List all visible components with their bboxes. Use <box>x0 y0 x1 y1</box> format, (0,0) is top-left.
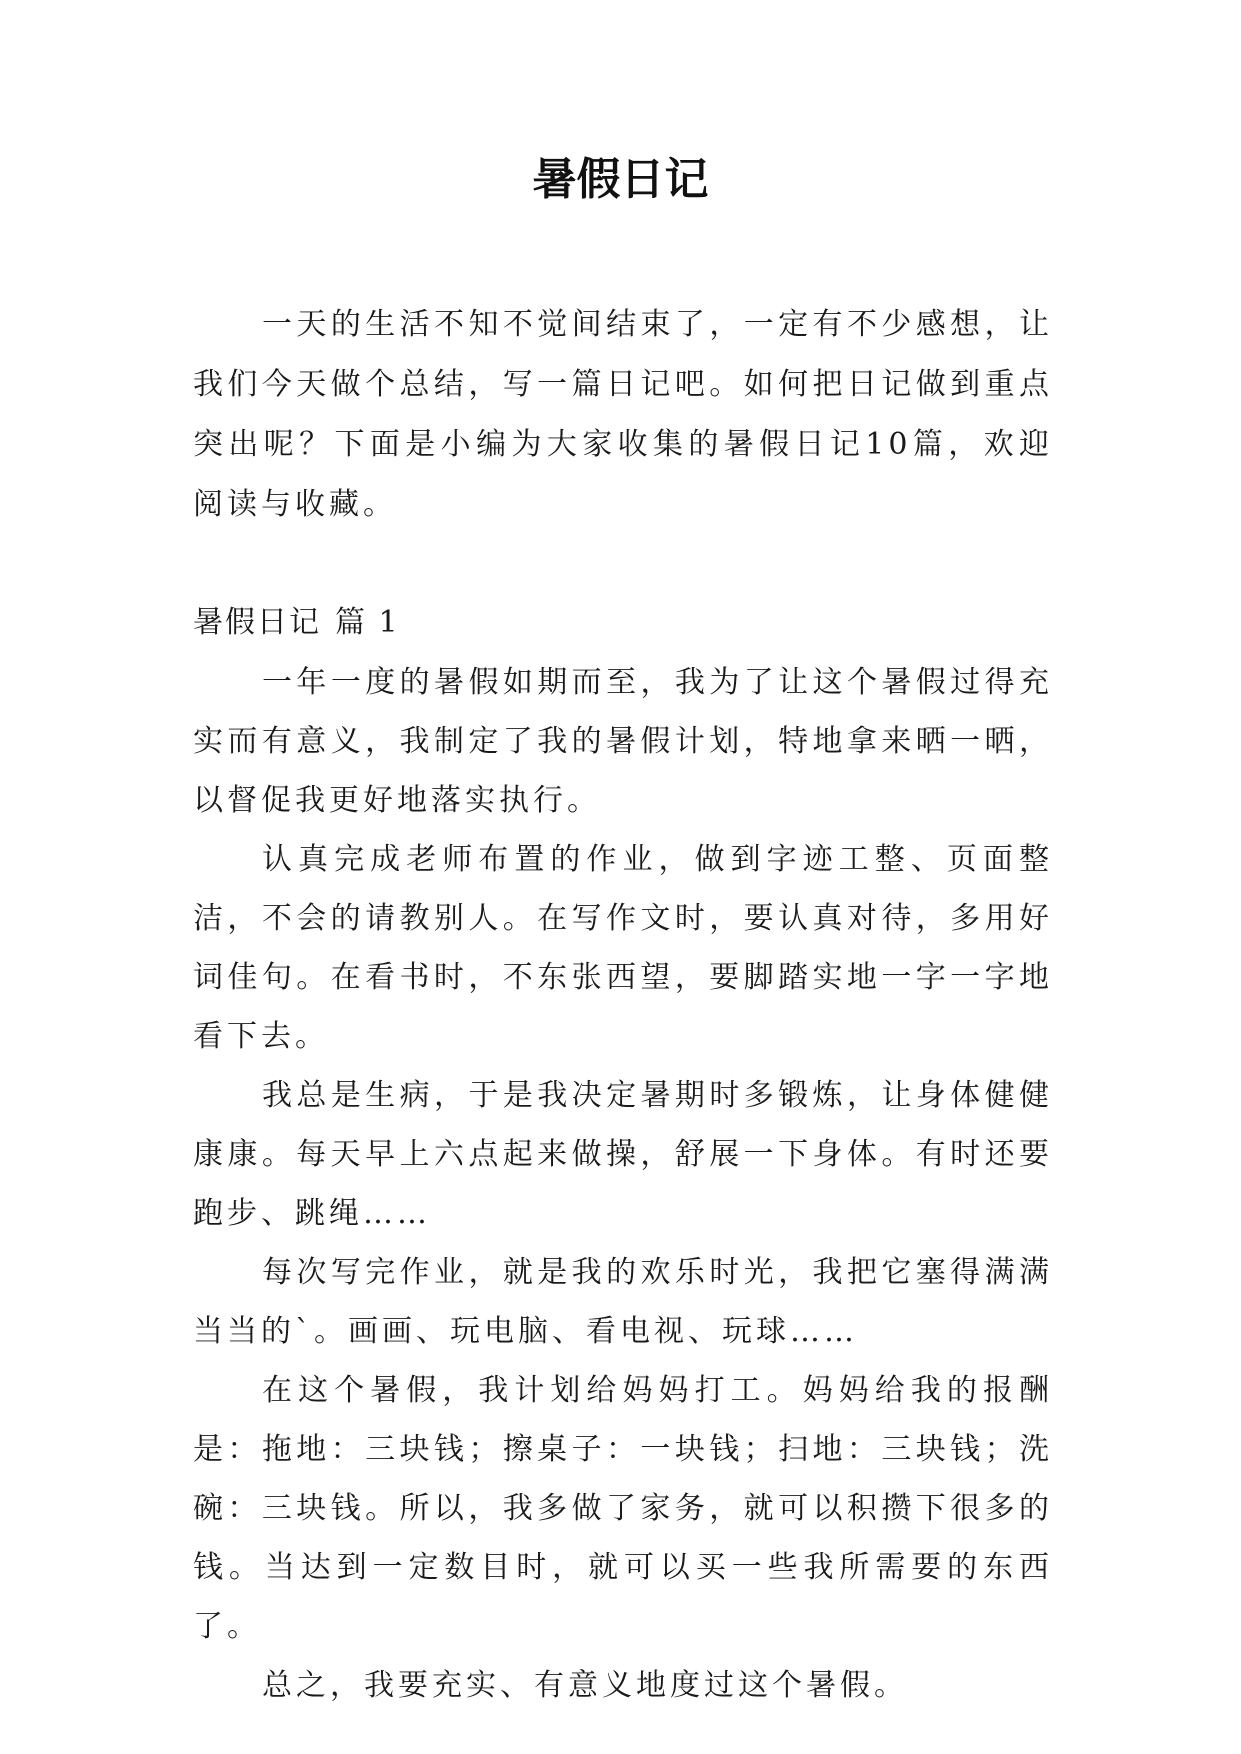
intro-paragraph: 一天的生活不知不觉间结束了，一定有不少感想，让我们今天做个总结，写一篇日记吧。如何把日记做到重点突出呢？下面是小编为大家收集的暑假日记10篇，欢迎阅读与收藏。 <box>193 307 1053 522</box>
body-paragraph: 我总是生病，于是我决定暑期时多锻炼，让身体健健康康。每天早上六点起来做操，舒展一下身体。有时还要跑步、跳绳…… <box>193 1078 1053 1231</box>
section-number: 篇 1 <box>335 605 400 640</box>
section-heading <box>193 593 1053 653</box>
section-paragraphs <box>193 653 1053 1715</box>
body-paragraph: 认真完成老师布置的作业，做到字迹工整、页面整洁，不会的请教别人。在写作文时，要认真对待，多用好词佳句。在看书时，不东张西望，要脚踏实地一字一字地看下去。 <box>193 842 1053 1054</box>
body-paragraph: 在这个暑假，我计划给妈妈打工。妈妈给我的报酬是：拖地：三块钱；擦桌子：一块钱；扫地：三块钱；洗碗：三块钱。所以，我多做了家务，就可以积攒下很多的钱。当达到一定数目时，就可以买一些我所需要的东西了。 <box>193 1373 1053 1644</box>
body-paragraph: 一年一度的暑假如期而至，我为了让这个暑假过得充实而有意义，我制定了我的暑假计划，特地拿来晒一晒，以督促我更好地落实执行。 <box>193 665 1053 818</box>
section-name: 暑假日记 <box>193 605 321 640</box>
document-body <box>193 295 1053 1715</box>
body-paragraph: 每次写完作业，就是我的欢乐时光，我把它塞得满满当当的`。画画、玩电脑、看电视、玩球…… <box>193 1255 1053 1349</box>
body-paragraph: 总之，我要充实、有意义地度过这个暑假。 <box>262 1668 908 1703</box>
document-title: 暑假日记 <box>532 154 709 205</box>
